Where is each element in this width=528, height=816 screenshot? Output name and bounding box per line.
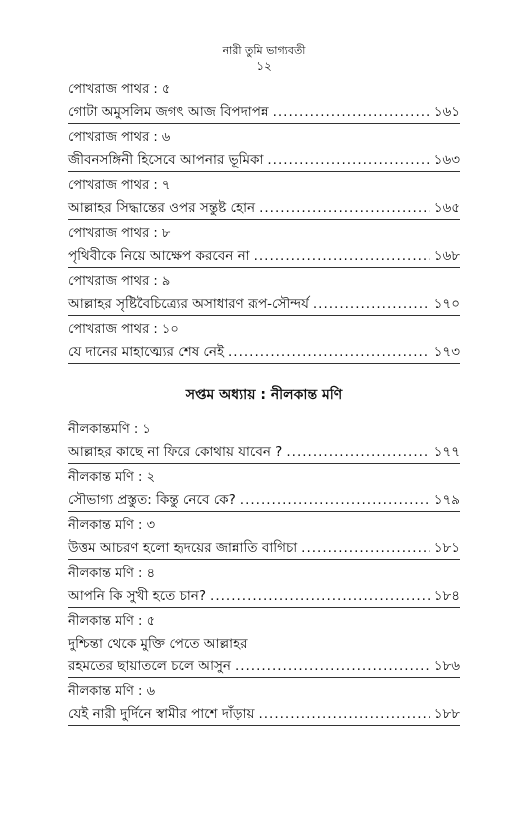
entry-label: পোখরাজ পাথর : ১০ — [68, 322, 179, 337]
entry-page: ১৬৫ — [433, 200, 460, 216]
entry-line — [68, 585, 460, 608]
entry-page: ১৮১ — [433, 540, 460, 556]
chapter-heading: সপ্তম অধ্যায় : নীলকান্ত মণি — [185, 387, 343, 403]
entry-line — [68, 655, 460, 678]
entry-line — [68, 245, 460, 268]
toc-entry — [68, 516, 460, 560]
toc-section-2 — [68, 420, 460, 730]
page-number: ১২ — [256, 59, 272, 73]
entry-label: পোখরাজ পাথর : ৫ — [68, 82, 171, 97]
entry-line — [68, 149, 460, 172]
toc-entry — [68, 564, 460, 608]
entry-title-line1: দুশ্চিন্তা থেকে মুক্তি পেতে আল্লাহর — [68, 636, 248, 652]
entry-line — [68, 341, 460, 364]
entry-line — [68, 293, 460, 316]
entry-label: নীলকান্ত মণি : ৫ — [68, 614, 156, 629]
toc-entry — [68, 176, 460, 220]
toc-entry — [68, 420, 460, 464]
dot-leader — [273, 101, 430, 123]
entry-label: নীলকান্ত মণি : ২ — [68, 470, 156, 485]
entry-title: উত্তম আচরণ হলো হৃদয়ের জান্নাতি বাগিচা — [68, 540, 298, 556]
entry-title: রহমতের ছায়াতলে চলে আসুন — [68, 658, 231, 674]
toc-entry — [68, 272, 460, 316]
entry-page: ১৬১ — [433, 104, 460, 120]
dot-leader — [258, 703, 429, 725]
entry-title: আল্লাহর সৃষ্টিবৈচিত্র্যের অসাধারণ রূপ-সৌন্দর্য — [68, 296, 309, 312]
toc-entry — [68, 468, 460, 512]
entry-page: ১৭০ — [433, 296, 460, 312]
dot-leader — [301, 537, 430, 559]
entry-page: ১৬৮ — [433, 248, 460, 264]
entry-label: পোখরাজ পাথর : ৮ — [68, 226, 171, 241]
toc-entry — [68, 80, 460, 124]
dot-leader — [286, 441, 429, 463]
dot-leader — [259, 197, 430, 219]
dot-leader — [267, 149, 429, 171]
entry-label: পোখরাজ পাথর : ৬ — [68, 130, 171, 145]
entry-line — [68, 703, 460, 726]
entry-page: ১৮৪ — [433, 588, 460, 604]
dot-leader — [228, 341, 430, 363]
toc-section-1 — [68, 80, 460, 368]
entry-label: নীলকান্ত মণি : ৩ — [68, 518, 156, 533]
entry-page: ১৬৩ — [433, 152, 460, 168]
entry-title: আল্লাহর কাছে না ফিরে কোথায় যাবেন ? — [68, 444, 283, 460]
entry-page: ১৮৮ — [433, 706, 460, 722]
entry-page: ১৭৩ — [433, 344, 460, 360]
dot-leader — [210, 585, 430, 607]
entry-title: আল্লাহর সিদ্ধান্তের ওপর সন্তুষ্ট হোন — [68, 200, 256, 216]
entry-line — [68, 441, 460, 464]
entry-page: ১৭৯ — [433, 492, 460, 508]
dot-leader — [235, 655, 430, 677]
entry-label: নীলকান্ত মণি : ৪ — [68, 566, 156, 581]
dot-leader — [240, 489, 430, 511]
entry-label: পোখরাজ পাথর : ৯ — [68, 274, 171, 289]
entry-title: গোটা অমুসলিম জগৎ আজ বিপদাপন্ন — [68, 104, 269, 120]
dot-leader — [313, 293, 430, 315]
entry-line — [68, 197, 460, 220]
toc-entry — [68, 612, 460, 678]
toc-entry — [68, 320, 460, 364]
entry-line — [68, 489, 460, 512]
entry-page: ১৭৭ — [433, 444, 460, 460]
entry-title: যেই নারী দুর্দিনে স্বামীর পাশে দাঁড়ায় — [68, 706, 255, 722]
entry-title: যে দানের মাহাত্ম্যের শেষ নেই — [68, 344, 224, 360]
entry-title: আপনি কি সুখী হতে চান? — [68, 588, 207, 604]
entry-line — [68, 537, 460, 560]
dot-leader — [254, 245, 430, 267]
entry-line — [68, 101, 460, 124]
entry-label: নীলকান্তমণি : ১ — [68, 422, 151, 437]
entry-title: পৃথিবীকে নিয়ে আক্ষেপ করবেন না — [68, 248, 250, 264]
toc-entry — [68, 128, 460, 172]
running-header: নারী তুমি ভাগ্যবতী — [222, 44, 306, 57]
toc-entry — [68, 224, 460, 268]
toc-entry — [68, 682, 460, 726]
entry-label: পোখরাজ পাথর : ৭ — [68, 178, 171, 193]
entry-label: নীলকান্ত মণি : ৬ — [68, 684, 156, 699]
entry-page: ১৮৬ — [433, 658, 460, 674]
entry-title: জীবনসঙ্গিনী হিসেবে আপনার ভূমিকা — [68, 152, 264, 168]
entry-title: সৌভাগ্য প্রস্তুত: কিন্তু নেবে কে? — [68, 492, 236, 508]
